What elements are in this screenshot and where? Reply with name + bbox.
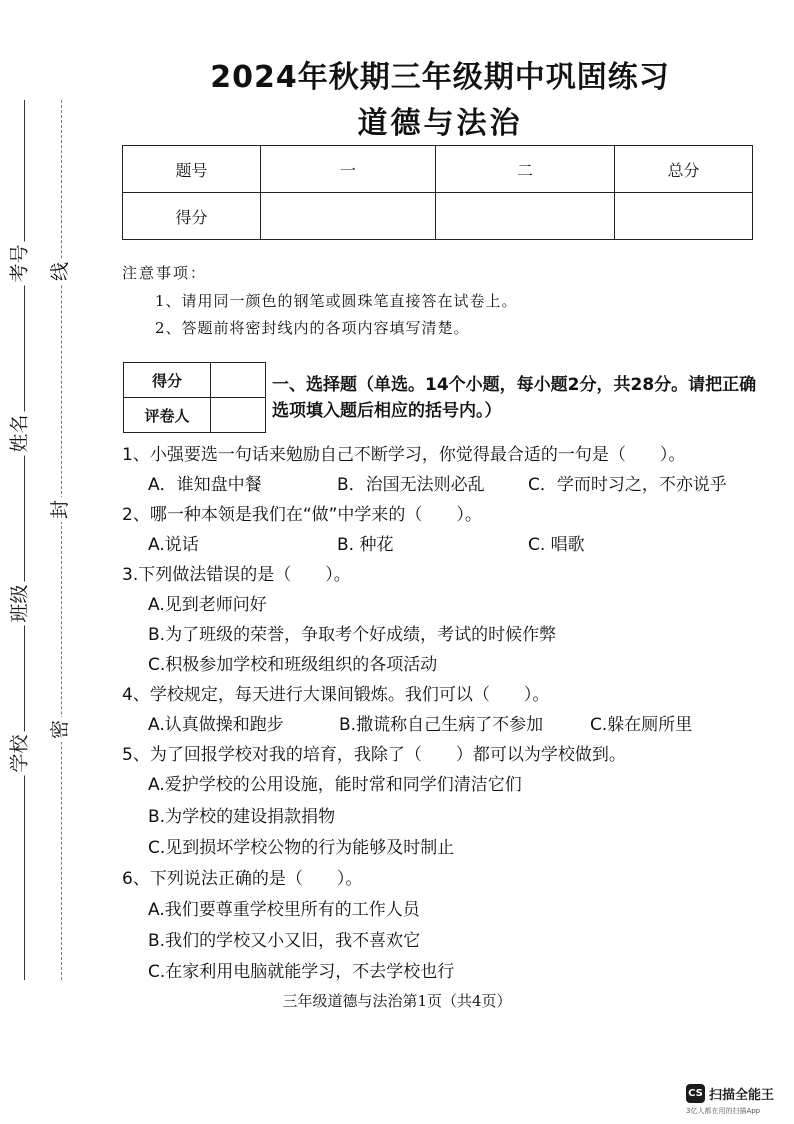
secret-label: 密 <box>45 717 72 742</box>
score-cell: 二 <box>436 146 615 193</box>
binding-margin <box>0 40 90 980</box>
question-6-option-c[interactable]: C.在家利用电脑就能学习，不去学校也行 <box>148 962 455 982</box>
exam-title: 2024年秋期三年级期中巩固练习 <box>210 60 670 95</box>
question-4-option-c[interactable]: C.躲在厕所里 <box>590 715 693 735</box>
note-item: 1、请用同一颜色的钢笔或圆珠笔直接答在试卷上。 <box>155 292 518 310</box>
score-table <box>122 145 753 240</box>
question-3: 3.下列做法错误的是（ ）。 <box>122 565 351 585</box>
binding-line-outer <box>24 100 25 980</box>
question-1-option-c[interactable]: C．学而时习之，不亦说乎 <box>528 475 727 495</box>
camscanner-tagline: 3亿人都在用的扫描App <box>686 1107 761 1115</box>
line-label: 线 <box>45 259 72 284</box>
question-2-option-b[interactable]: B. 种花 <box>337 535 394 555</box>
question-4: 4、学校规定，每天进行大课间锻炼。我们可以（ ）。 <box>122 685 550 705</box>
score-input-cell[interactable] <box>261 193 436 240</box>
question-1-option-b[interactable]: B．治国无法则必乱 <box>337 475 485 495</box>
grader-score-cell[interactable] <box>211 363 266 398</box>
question-2: 2、哪一种本领是我们在“做”中学来的（ ）。 <box>122 505 482 525</box>
question-4-option-b[interactable]: B.撒谎称自己生病了不参加 <box>339 715 544 735</box>
camscanner-name: 扫描全能王 <box>709 1088 775 1103</box>
name-label: 姓名 <box>5 411 32 455</box>
question-5-option-b[interactable]: B.为学校的建设捐款捐物 <box>148 807 336 827</box>
question-3-option-c[interactable]: C.积极参加学校和班级组织的各项活动 <box>148 655 438 675</box>
score-cell: 得分 <box>123 193 261 240</box>
question-6-option-a[interactable]: A.我们要尊重学校里所有的工作人员 <box>148 900 420 920</box>
score-table-header-row <box>123 146 753 193</box>
grader-name-label: 评卷人 <box>124 398 211 433</box>
grader-table <box>123 362 266 433</box>
school-label: 学校 <box>5 731 32 775</box>
question-6: 6、下列说法正确的是（ ）。 <box>122 869 363 889</box>
score-cell: 一 <box>261 146 436 193</box>
grader-name-cell[interactable] <box>211 398 266 433</box>
question-3-option-b[interactable]: B.为了班级的荣誉，争取考个好成绩，考试的时候作弊 <box>148 625 557 645</box>
score-input-cell[interactable] <box>436 193 615 240</box>
question-5: 5、为了回报学校对我的培育，我除了（ ）都可以为学校做到。 <box>122 745 626 765</box>
seal-label: 封 <box>45 497 72 522</box>
exam-subject: 道德与法治 <box>357 106 523 141</box>
page-footer: 三年级道德与法治第1页（共4页） <box>282 992 512 1010</box>
seal-dashed-line <box>61 100 62 980</box>
question-3-option-a[interactable]: A.见到老师问好 <box>148 595 267 615</box>
score-table-score-row <box>123 193 753 240</box>
question-1-option-a[interactable]: A．谁知盘中餐 <box>148 475 262 495</box>
score-cell: 总分 <box>615 146 753 193</box>
score-input-cell[interactable] <box>615 193 753 240</box>
grader-score-label: 得分 <box>124 363 211 398</box>
exam-no-label: 考号 <box>5 241 32 285</box>
question-2-option-c[interactable]: C. 唱歌 <box>528 535 585 555</box>
note-item: 2、答题前将密封线内的各项内容填写清楚。 <box>155 319 470 337</box>
question-5-option-a[interactable]: A.爱护学校的公用设施，能时常和同学们清洁它们 <box>148 775 522 795</box>
question-5-option-c[interactable]: C.见到损坏学校公物的行为能够及时制止 <box>148 838 455 858</box>
section-heading: 一、选择题（单选。14个小题，每小题2分，共28分。请把正确选项填入题后相应的括号内。） <box>272 375 757 421</box>
class-label: 班级 <box>5 581 32 625</box>
camscanner-logo-icon: CS <box>686 1084 705 1103</box>
score-cell: 题号 <box>123 146 261 193</box>
question-2-option-a[interactable]: A.说话 <box>148 535 199 555</box>
question-4-option-a[interactable]: A.认真做操和跑步 <box>148 715 284 735</box>
question-6-option-b[interactable]: B.我们的学校又小又旧，我不喜欢它 <box>148 931 421 951</box>
question-1: 1、小强要选一句话来勉励自己不断学习，你觉得最合适的一句是（ ）。 <box>122 445 686 465</box>
notes-title: 注意事项： <box>122 264 208 282</box>
